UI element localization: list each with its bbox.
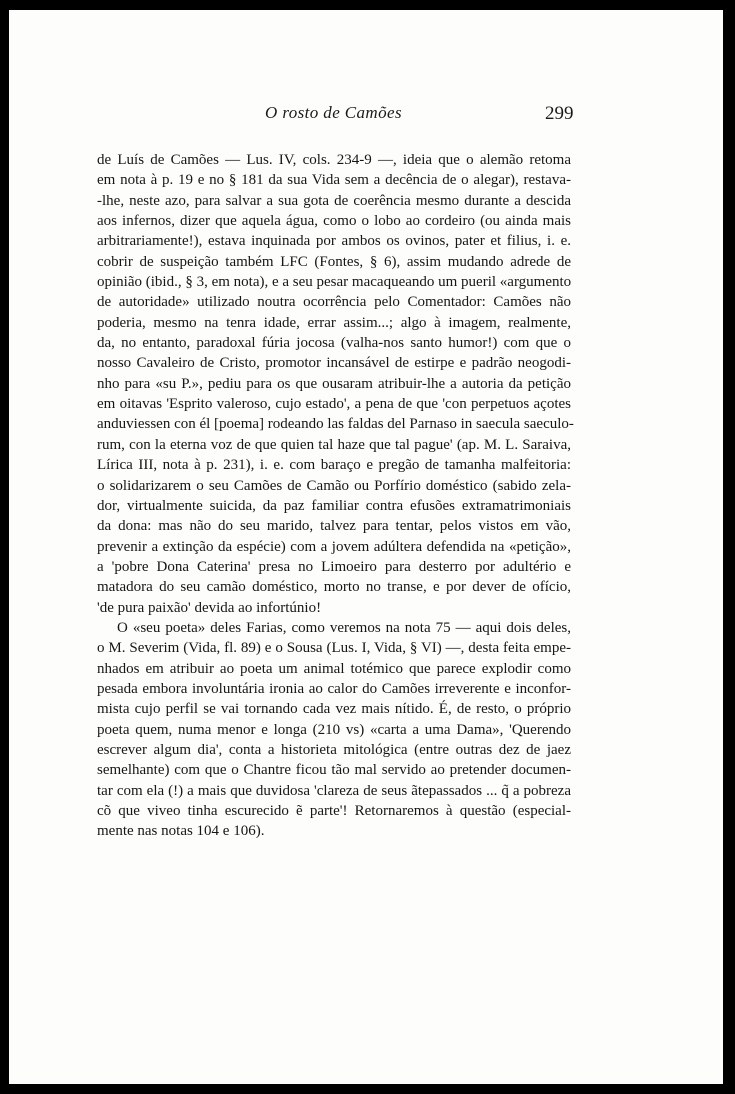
text-line: da, no entanto, paradoxal fúria jocosa (valha-nos santo humor!) com que o xyxy=(97,335,571,352)
text-line: anduviessen con él [poema] rodeando las faldas del Parnaso in saecula saeculo- xyxy=(97,416,574,433)
text-line: Lírica III, nota à p. 231), i. e. com baraço e pregão de tamanha malfeitoria: xyxy=(97,457,571,474)
text-line: a 'pobre Dona Caterina' presa no Limoeiro para desterro por adultério e xyxy=(97,558,571,575)
text-line: mista cujo perfil se vai tornando cada vez mais nítido. É, de resto, o próprio xyxy=(97,701,571,718)
text-line: prevenir a extinção da espécie) com a jovem adúltera defendida na «petição», xyxy=(97,538,571,555)
text-line: em oitavas 'Esprito valeroso, cujo estado', a pena de que 'con perpetuos açotes xyxy=(97,396,571,413)
text-line: de autoridade» utilizado noutra ocorrência pelo Comentador: Camões não xyxy=(97,294,571,311)
text-line: de Luís de Camões — Lus. IV, cols. 234-9 —, ideia que o alemão retoma xyxy=(97,152,571,168)
text-line: dor, virtualmente suicida, da paz familiar contra efusões extramatrimoniais xyxy=(97,497,571,514)
text-line: matadora do seu camão doméstico, morto no transe, e por dever de ofício, xyxy=(97,579,571,596)
text-line: aos infernos, dizer que aquela água, como o lobo ao cordeiro (ou ainda mais xyxy=(97,213,571,230)
text-line: cõ que viveo tinha escurecido ẽ parte'! Retornaremos à questão (especial- xyxy=(97,803,571,819)
text-line: nosso Cavaleiro de Cristo, promotor incansável de estirpe e padrão neogodi- xyxy=(97,355,571,372)
text-line: -lhe, neste azo, para salvar a sua gota de coerência mesmo durante a descida xyxy=(97,192,571,209)
page-header xyxy=(9,103,723,127)
text-line: semelhante) com que o Chantre ficou tão mal servido ao pretender documen- xyxy=(97,762,571,779)
text-line: O «seu poeta» deles Farias, como veremos na nota 75 — aqui dois deles, xyxy=(117,619,571,636)
text-line: da dona: mas não do seu marido, talvez para tentar, pelos vistos em vão, xyxy=(97,518,571,535)
body-text xyxy=(97,150,574,842)
text-line: opinião (ibid., § 3, em nota), e a seu pesar macaqueando um pueril «argumento xyxy=(97,274,572,291)
text-line: escrever algum dia', conta a historieta mitológica (entre outras dez de jaez xyxy=(97,741,571,758)
text-line: rum, con la eterna voz de que quien tal haze que tal pague' (ap. M. L. Saraiva, xyxy=(97,436,571,453)
text-line: mente nas notas 104 e 106). xyxy=(97,823,265,840)
text-line: 'de pura paixão' devida ao infortúnio! xyxy=(97,599,322,616)
book-page xyxy=(9,10,723,1084)
page-number: 299 xyxy=(545,103,574,124)
text-line: nhados em atribuir ao poeta um animal totémico que parece explodir como xyxy=(97,660,571,677)
text-line: tar com ela (!) a mais que duvidosa 'clareza de seus ãtepassados ... q̃ a pobreza xyxy=(97,782,571,799)
text-line: cobrir de suspeição também LFC (Fontes, § 6), assim mudando adrede de xyxy=(97,253,571,270)
text-line: em nota à p. 19 e no § 181 da sua Vida sem a decência de o alegar), restava- xyxy=(97,172,571,189)
running-title: O rosto de Camões xyxy=(265,103,402,122)
text-line: poeta quem, numa menor e longa (210 vs) «carta a uma Dama», 'Querendo xyxy=(97,721,571,738)
text-line: nho para «su P.», pediu para os que ousaram atribuir-lhe a autoria da petição xyxy=(97,375,571,392)
text-line: o solidarizarem o seu Camões de Camão ou Porfírio doméstico (sabido zela- xyxy=(97,477,571,494)
text-line: poderia, mesmo na tenra idade, errar assim...; algo à imagem, realmente, xyxy=(97,314,571,331)
text-line: o M. Severim (Vida, fl. 89) e o Sousa (Lus. I, Vida, § VI) —, desta feita empe- xyxy=(97,640,571,657)
text-line: pesada embora involuntária ironia ao calor do Camões irreverente e inconfor- xyxy=(97,680,571,697)
text-line: arbitrariamente!), estava inquinada por ambos os ovinos, pater et filius, i. e. xyxy=(97,233,571,250)
